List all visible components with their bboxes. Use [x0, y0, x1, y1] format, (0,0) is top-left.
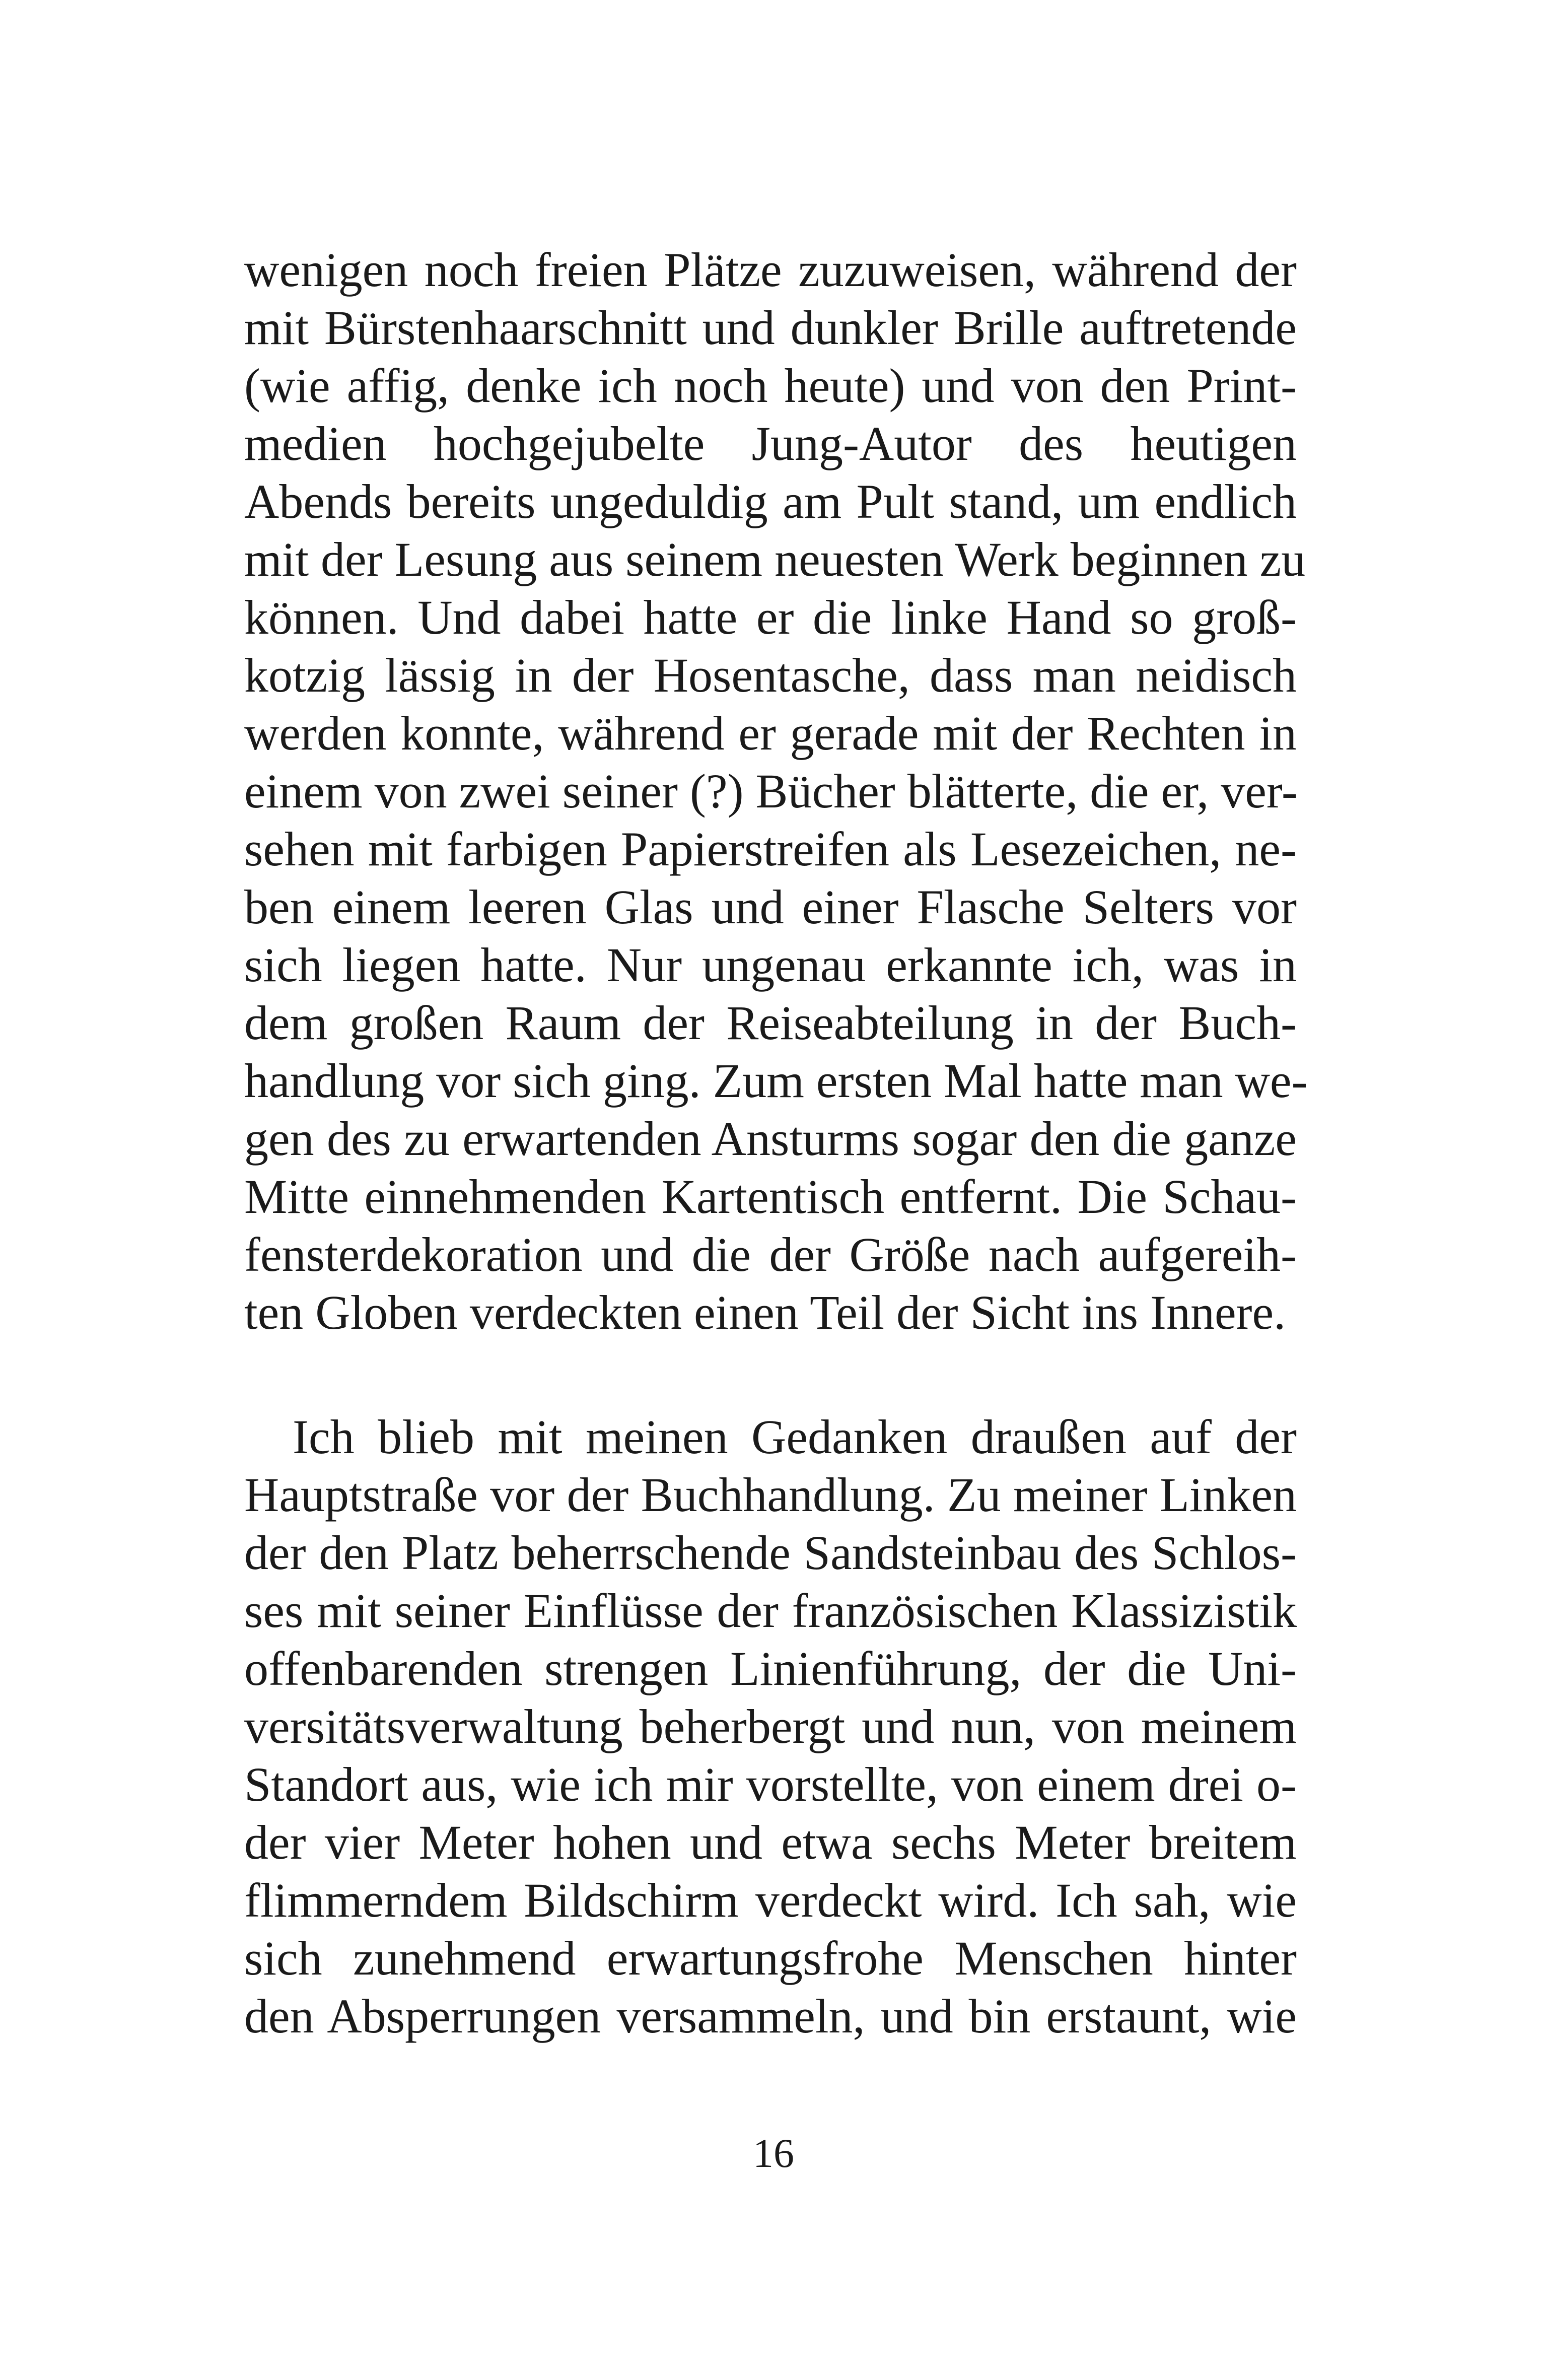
text-line: gen des zu erwartenden Ansturms sogar den die ganze: [244, 1112, 1297, 1166]
text-line: ben einem leeren Glas und einer Flasche Selters vor: [244, 880, 1297, 934]
paragraph-2: [244, 1408, 1297, 2045]
text-line: werden konnte, während er gerade mit der Rechten in: [244, 706, 1297, 760]
text-line: Hauptstraße vor der Buchhandlung. Zu meiner Linken: [244, 1468, 1297, 1522]
text-line: kotzig lässig in der Hosentasche, dass man neidisch: [244, 648, 1297, 702]
text-line: sehen mit farbigen Papierstreifen als Lesezeichen, ne-: [244, 822, 1297, 876]
page-number: 16: [753, 2130, 794, 2176]
text-line: wenigen noch freien Plätze zuzuweisen, während der: [244, 243, 1297, 297]
text-line: ses mit seiner Einflüsse der französischen Klassizistik: [244, 1584, 1297, 1638]
text-line: Abends bereits ungeduldig am Pult stand, um endlich: [244, 474, 1297, 528]
text-line: dem großen Raum der Reiseabteilung in der Buch-: [244, 996, 1297, 1050]
text-line: mit Bürstenhaarschnitt und dunkler Brille auftretende: [244, 301, 1297, 355]
text-line: Mitte einnehmenden Kartentisch entfernt. Die Schau-: [244, 1170, 1297, 1223]
text-line: fensterdekoration und die der Größe nach aufgereih-: [244, 1228, 1297, 1281]
text-line: der den Platz beherrschende Sandsteinbau des Schlos-: [244, 1526, 1297, 1580]
text-line: können. Und dabei hatte er die linke Hand so groß-: [244, 590, 1297, 644]
text-line: sich liegen hatte. Nur ungenau erkannte ich, was in: [244, 938, 1297, 992]
text-line: Standort aus, wie ich mir vorstellte, von einem drei o-: [244, 1757, 1297, 1811]
text-line: sich zunehmend erwartungsfrohe Menschen hinter: [244, 1931, 1297, 1985]
text-line: mit der Lesung aus seinem neuesten Werk beginnen zu: [244, 532, 1306, 586]
text-line: Ich blieb mit meinen Gedanken draußen auf der: [293, 1410, 1297, 1464]
text-line: einem von zwei seiner (?) Bücher blätterte, die er, ver-: [244, 764, 1298, 818]
text-line: offenbarenden strengen Linienführung, der die Uni-: [244, 1642, 1297, 1695]
text-line: versitätsverwaltung beherbergt und nun, von meinem: [244, 1699, 1297, 1753]
text-line: (wie affig, denke ich noch heute) und von den Print-: [244, 359, 1297, 413]
text-line: den Absperrungen versammeln, und bin erstaunt, wie: [244, 1989, 1297, 2043]
text-line: handlung vor sich ging. Zum ersten Mal hatte man we-: [244, 1054, 1308, 1108]
text-line: medien hochgejubelte Jung-Autor des heutigen: [244, 417, 1297, 470]
text-line: ten Globen verdeckten einen Teil der Sicht ins Innere.: [244, 1285, 1286, 1339]
paragraph-1: [244, 241, 1308, 1341]
text-line: flimmerndem Bildschirm verdeckt wird. Ich sah, wie: [244, 1873, 1297, 1927]
text-line: der vier Meter hohen und etwa sechs Meter breitem: [244, 1815, 1297, 1869]
